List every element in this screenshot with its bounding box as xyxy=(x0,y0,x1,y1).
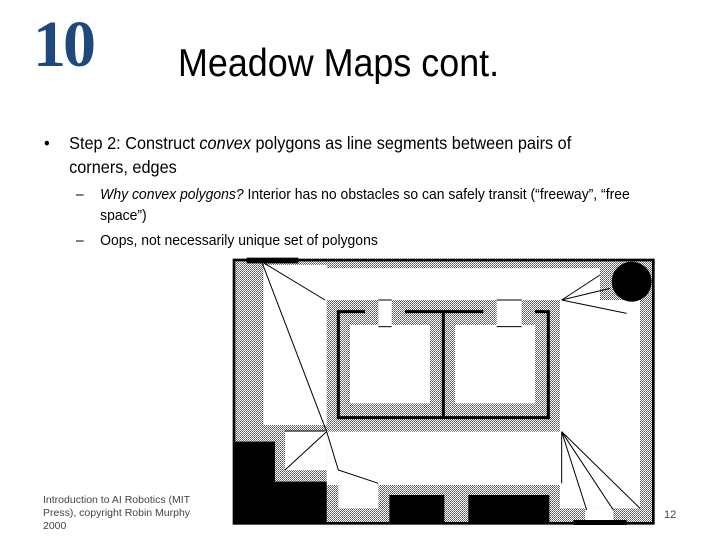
sub-bullet-oops: – Oops, not necessarily unique set of polygons xyxy=(76,232,378,249)
bullet-dot: • xyxy=(44,133,50,153)
slide-title: Meadow Maps cont. xyxy=(178,42,500,85)
sub-bullet-why-convex: – Why convex polygons? Interior has no obstacles so can safely transit (“freeway”, “free space”) xyxy=(76,186,630,224)
page-number: 12 xyxy=(664,509,677,521)
sub-bullet-text: Oops, not necessarily unique set of polygons xyxy=(100,232,378,249)
bullet-emphasis: convex xyxy=(199,133,251,153)
bullet-text-suffix: polygons as line segments between pairs of corners, edges xyxy=(69,133,572,177)
chapter-number-logo: 10 xyxy=(33,8,93,81)
meadow-map-figure xyxy=(230,255,660,530)
sub-bullet-text: Interior has no obstacles so can safely transit (“freeway”, “free space”) xyxy=(100,186,630,224)
slide-footer: Introduction to AI Robotics (MIT Press), copyright Robin Murphy 2000 xyxy=(43,494,191,532)
bullet-step-2 xyxy=(44,131,602,179)
sub-bullet-emphasis: Why convex polygons? xyxy=(100,186,244,203)
bullet-text: Step 2: Construct xyxy=(69,133,200,153)
